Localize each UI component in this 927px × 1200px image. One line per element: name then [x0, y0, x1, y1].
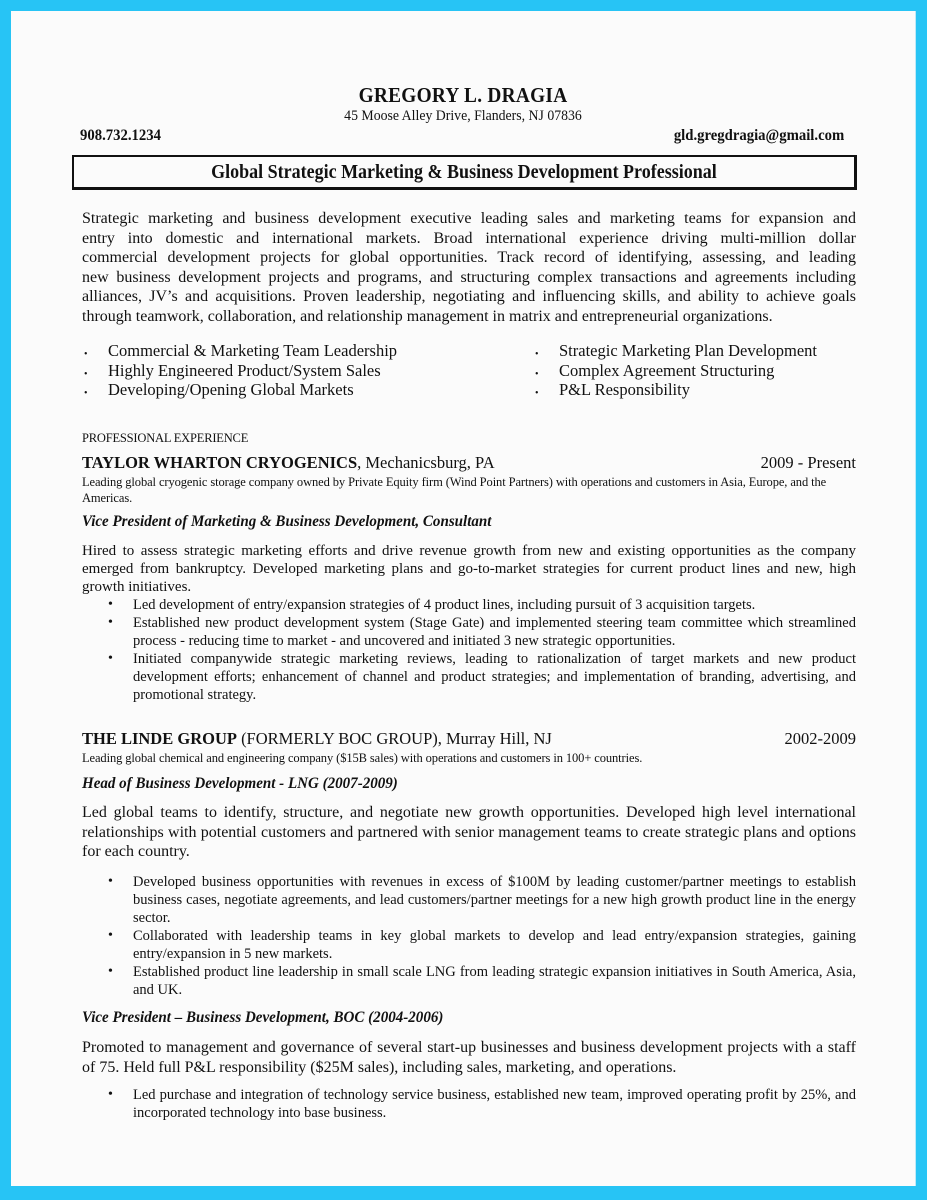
- bullet-icon: •: [108, 615, 113, 630]
- skill-item: [533, 361, 817, 381]
- skill-item: [82, 380, 397, 400]
- skill-label: Developing/Opening Global Markets: [108, 380, 354, 399]
- achievement-item: [108, 650, 856, 704]
- job-dates: 2002-2009: [784, 729, 856, 748]
- achievement-item: [108, 614, 856, 650]
- role-summary: Promoted to management and governance of several start-up businesses and business development projects with a staff of 75. Held full P&L responsibility ($25M sales), including sales, marketing, and operations.: [82, 1039, 856, 1076]
- headline: Global Strategic Marketing & Business Development Professional: [211, 161, 717, 183]
- skill-item: [82, 361, 397, 381]
- bullet-icon: •: [108, 651, 113, 666]
- candidate-name: GREGORY L. DRAGIA: [358, 83, 568, 107]
- achievement-text: Collaborated with leadership teams in key global markets to develop and lead entry/expansion strategies, gaining entry/expansion in 5 new markets.: [133, 928, 856, 962]
- role-summary: Led global teams to identify, structure, and negotiate new growth opportunities. Developed high level international relationships with potential customers and partnered with senior management teams to create strategic plans and options for each country.: [82, 804, 856, 860]
- achievement-item: [108, 873, 856, 927]
- role-bullets: [108, 1086, 856, 1122]
- summary-line: alliances, JV’s and acquisitions. Proven leadership, negotiating and influencing skills, and ability to achieve goals: [82, 288, 856, 305]
- role-bullets: [108, 873, 856, 999]
- section-title-experience: PROFESSIONAL EXPERIENCE: [82, 431, 249, 445]
- skill-item: [82, 341, 397, 361]
- summary-line: through teamwork, collaboration, and relationship management in matrix and entrepreneurial organizations.: [82, 307, 773, 325]
- candidate-phone: 908.732.1234: [80, 127, 161, 144]
- achievement-text: Led purchase and integration of technology service business, established new team, improved operating profit by 25%, and incorporated technology into base business.: [133, 1087, 856, 1121]
- skill-item: [533, 380, 817, 400]
- role-title: Head of Business Development - LNG (2007-2009): [82, 775, 398, 792]
- summary-line: entry into domestic and international markets. Broad international experience driving multi-million dollar: [82, 229, 856, 247]
- headline-box: [72, 155, 857, 190]
- skill-label: Commercial & Marketing Team Leadership: [108, 341, 398, 360]
- summary-line: Strategic marketing and business development executive leading sales and marketing teams for expansion and: [82, 210, 856, 227]
- skill-item: [533, 341, 817, 361]
- achievement-text: Established product line leadership in small scale LNG from leading strategic expansion initiatives in South America, Asia, and UK.: [133, 964, 856, 998]
- achievement-text: Developed business opportunities with revenues in excess of $100M by leading customer/partner meetings to establish business cases, negotiate agreements, and lead customers/partner meetings for a new high growth product line in the energy sector.: [133, 874, 856, 926]
- achievement-text: Initiated companywide strategic marketing reviews, leading to rationalization of target markets and new product development efforts; enhancement of channel and product strategies; and implementation of branding, advertising, and promotional strategy.: [133, 651, 856, 703]
- bullet-icon: •: [108, 964, 113, 979]
- company-description: Leading global chemical and engineering company ($15B sales) with operations and customers in 100+ countries.: [82, 751, 643, 765]
- company-name: THE LINDE GROUP: [82, 729, 237, 748]
- job-header: [82, 729, 856, 749]
- achievement-text: Led development of entry/expansion strategies of 4 product lines, including pursuit of 3 acquisition targets.: [133, 597, 756, 613]
- bullet-icon: •: [108, 874, 113, 889]
- bullet-icon: •: [84, 388, 88, 399]
- skill-label: P&L Responsibility: [559, 380, 690, 399]
- summary-line: new business development projects and programs, and structuring complex transactions and agreements including: [82, 268, 856, 286]
- resume-page: [11, 11, 916, 1186]
- bullet-icon: •: [108, 1087, 113, 1102]
- skills-list-right: [533, 341, 817, 400]
- achievement-item: [108, 963, 856, 999]
- skill-label: Complex Agreement Structuring: [559, 360, 775, 380]
- company-name: TAYLOR WHARTON CRYOGENICS: [82, 453, 358, 472]
- job-header: [82, 453, 856, 473]
- role-summary: Hired to assess strategic marketing efforts and drive revenue growth from new and existing opportunities as the company emerged from bankruptcy. Developed marketing plans and go-to-market strategies for current product lines and new, high growth initiatives.: [82, 543, 856, 595]
- company-description: Leading global cryogenic storage company owned by Private Equity firm (Wind Point Partners) with operations and customers in Asia, Europe, and the Americas.: [82, 475, 827, 505]
- company-location: (FORMERLY BOC GROUP), Murray Hill, NJ: [236, 729, 552, 748]
- role-bullets: [108, 596, 856, 704]
- skills-list-left: [82, 341, 397, 400]
- bullet-icon: •: [108, 597, 113, 612]
- skill-label: Highly Engineered Product/System Sales: [108, 360, 381, 380]
- role-title: Vice President – Business Development, BOC (2004-2006): [82, 1009, 444, 1026]
- bullet-icon: •: [84, 368, 88, 380]
- bullet-icon: •: [535, 388, 539, 399]
- professional-summary: [82, 209, 856, 326]
- candidate-email: gld.gregdragia@gmail.com: [673, 127, 844, 144]
- candidate-address: 45 Moose Alley Drive, Flanders, NJ 07836: [344, 108, 582, 124]
- achievement-item: [108, 1086, 856, 1122]
- bullet-icon: •: [535, 349, 539, 360]
- achievement-item: [108, 927, 856, 963]
- bullet-icon: •: [535, 368, 539, 380]
- role-title: Vice President of Marketing & Business Development, Consultant: [82, 513, 492, 530]
- achievement-item: [108, 596, 856, 614]
- summary-line: commercial development projects for global opportunities. Track record of identifying, assessing, and leading: [82, 249, 856, 266]
- job-dates: 2009 - Present: [760, 453, 856, 472]
- bullet-icon: •: [84, 349, 88, 360]
- company-location: , Mechanicsburg, PA: [357, 453, 495, 472]
- bullet-icon: •: [108, 928, 113, 943]
- skill-label: Strategic Marketing Plan Development: [559, 341, 817, 360]
- achievement-text: Established new product development system (Stage Gate) and implemented steering team committee which streamlined process - reducing time to market - and uncovered and initiated 3 new strategic opportunities.: [133, 615, 856, 649]
